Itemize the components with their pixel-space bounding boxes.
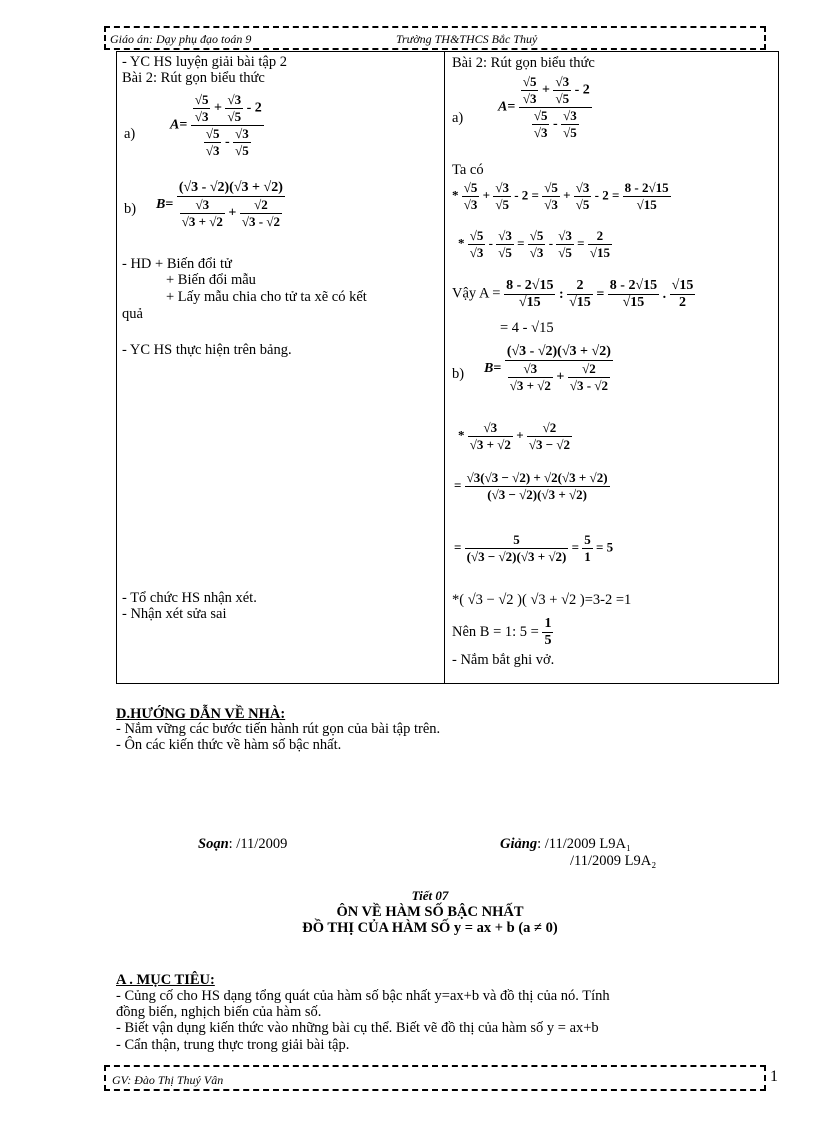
left-expression-a: A= $\frac{√5}{√3}$ + $\frac{√3}{√5}$ - 2 $\frac{√5}{√3}$ - $\frac{√3}{√5}$	[170, 92, 262, 158]
right-step-2: * $\frac{√5}{√3}$ - $\frac{√3}{√5}$ = $\frac{√5}{√3}$ - $\frac{√3}{√5}$ = $\frac{2}{√15}$	[458, 228, 610, 260]
giang	[500, 836, 631, 852]
left-hd-1: - HD + Biến đổi tử	[122, 256, 232, 272]
left-expression-b: B= (√3 - √2)(√3 + √2) $\frac{√3}{√3 + √2}$ + $\frac{√2}{√3 - √2}$	[156, 180, 283, 229]
footer-teacher: GV: Đào Thị Thuý Vân	[112, 1073, 224, 1087]
giang-line-1: : /11/2009 L9A₁	[537, 836, 632, 852]
huong-dan-line-2: - Ôn các kiến thức về hàm số bậc nhất.	[116, 737, 342, 753]
right-title: Bài 2: Rút gọn biểu thức	[452, 55, 595, 71]
lesson-title-1: ÔN VỀ HÀM SỐ BẬC NHẤT	[336, 904, 524, 920]
right-a-label: a)	[452, 110, 464, 126]
right-b-label: b)	[452, 366, 465, 382]
left-hd-2: + Biến đổi mẫu	[166, 272, 256, 288]
muc-tieu-title: A . MỤC TIÊU:	[116, 972, 215, 988]
right-expression-b: B= (√3 - √2)(√3 + √2) $\frac{√3}{√3 + √2}$ + $\frac{√2}{√3 - √2}$	[484, 344, 611, 393]
muc-tieu-line-1: - Củng cố cho HS dạng tổng quát của hàm số bậc nhất y=ax+b và đồ thị của nó. Tính	[116, 988, 610, 1004]
header-left: Giáo án: Dạy phụ đạo toán 9	[110, 32, 252, 46]
right-nen-label: Nên B = 1: 5 =	[452, 623, 539, 640]
right-expression-a: A= $\frac{√5}{√3}$ + $\frac{√3}{√5}$ - 2 $\frac{√5}{√3}$ - $\frac{√3}{√5}$	[498, 74, 590, 140]
right-nen-den: 5	[544, 633, 552, 648]
muc-tieu-line-3: - Biết vận dụng kiến thức vào những bài cụ thể. Biết vẽ đồ thị của hàm số y = ax+b	[116, 1020, 599, 1036]
right-b-simplified: = $\frac{5}{(√3 - √2)(√3 + √2)}$ = $\frac{5}{1}$ = 5	[454, 532, 614, 564]
soan-label: Soạn	[198, 836, 229, 852]
right-result-a: = 4 - √15	[500, 320, 554, 336]
left-line-2: Bài 2: Rút gọn biểu thức	[122, 70, 265, 86]
page-footer	[104, 1065, 766, 1091]
tiet-label: Tiết 07	[411, 888, 449, 903]
right-vay: Vậy A = $\frac{8 - 2√15}{√15}$ : $\frac{2}{√15}$ = $\frac{8 - 2√15}{√15}$ . $\frac{√15}{2}$	[452, 278, 694, 310]
soan	[198, 836, 287, 852]
header-center: Trường TH&THCS Bắc Thuỷ	[396, 32, 538, 46]
left-a-label: a)	[124, 126, 136, 142]
right-nam-bat: - Nắm bắt ghi vở.	[452, 652, 555, 668]
left-yc: - YC HS thực hiện trên bảng.	[122, 342, 292, 358]
huong-dan-line-1: - Nắm vững các bước tiến hành rút gọn của bài tập trên.	[116, 721, 441, 737]
left-tc-1: - Tổ chức HS nhận xét.	[122, 590, 257, 606]
lesson-title-2: ĐỒ THỊ CỦA HÀM SỐ y = ax + b (a ≠ 0)	[302, 920, 558, 936]
right-taco: Ta có	[452, 162, 484, 178]
right-b-combined: = $\frac{√3(√3 - √2) + √2(√3 + √2)}{(√3 - √2)(√3 + √2)}$	[454, 470, 608, 502]
giang-label: Giảng	[500, 836, 538, 852]
muc-tieu-line-2: đồng biến, nghịch biến của hàm số.	[116, 1004, 322, 1020]
left-hd-3: + Lấy mẫu chia cho tử ta xẽ có kết	[166, 289, 367, 305]
giang-line-2: /11/2009 L9A₂	[570, 853, 657, 869]
huong-dan-title: D.HƯỚNG DẪN VỀ NHÀ:	[116, 706, 286, 722]
soan-value: : /11/2009	[228, 836, 288, 852]
right-vay-label: Vậy A =	[452, 285, 501, 302]
right-star-line: *( √3 − √2 )( √3 + √2 )=3-2 =1	[452, 592, 632, 608]
muc-tieu-line-4: - Cẩn thận, trung thực trong giải bài tập.	[116, 1037, 350, 1053]
right-b-denominator: * $\frac{√3}{√3 + √2}$ + $\frac{√2}{√3 - √2}$	[458, 420, 571, 452]
left-hd-4: quả	[122, 306, 143, 322]
right-nen	[452, 616, 553, 649]
right-nen-num: 1	[544, 616, 552, 631]
left-b-label: b)	[124, 201, 137, 217]
page-header	[104, 26, 766, 50]
left-tc-2: - Nhận xét sửa sai	[122, 606, 227, 622]
left-line-1: - YC HS luyện giải bài tập 2	[122, 54, 287, 70]
right-step-1: * $\frac{√5}{√3}$ + $\frac{√3}{√5}$ - 2 = $\frac{√5}{√3}$ + $\frac{√3}{√5}$ - 2 = $\frac{8 - 2√15}{√15}$	[452, 180, 669, 212]
column-divider	[444, 51, 445, 684]
page-number: 1	[770, 1068, 778, 1085]
